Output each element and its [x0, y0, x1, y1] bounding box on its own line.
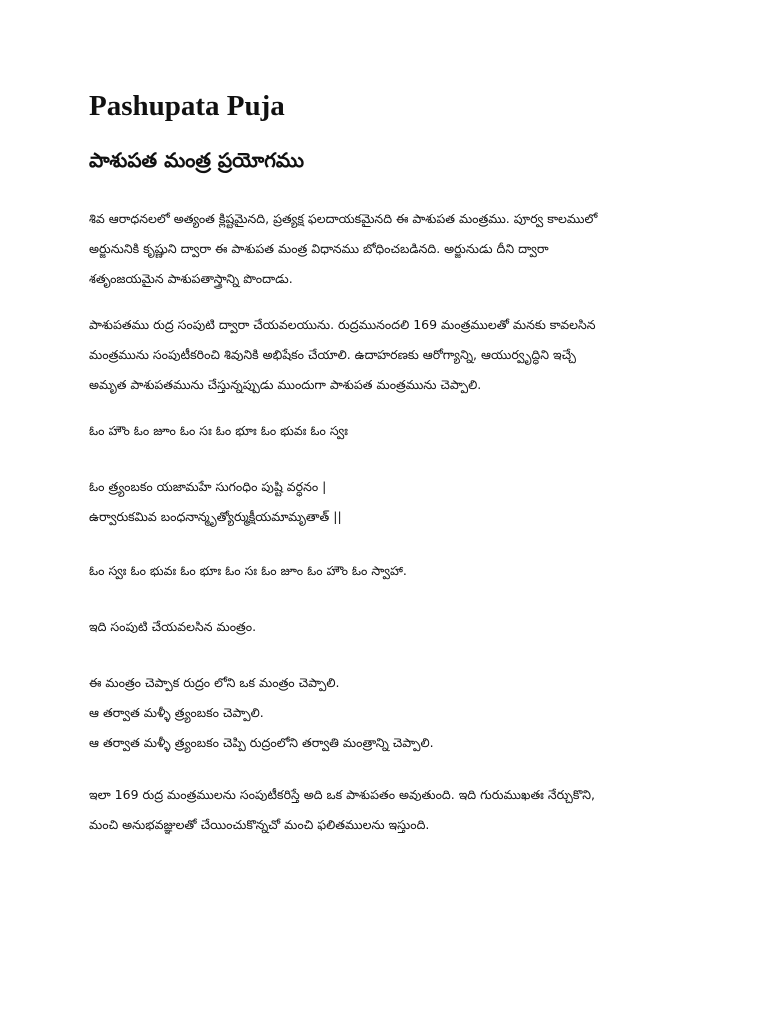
- paragraph-conclusion: [89, 780, 689, 840]
- paragraph-line: అమృత పాశుపతమును చేస్తున్నప్పుడు ముందుగా పాశుపత మంత్రమును చెప్పాలి.: [89, 377, 482, 392]
- paragraph-line: ఇలా 169 రుద్ర మంత్రములను సంపుటీకరిస్తే అది ఒక పాశుపతం అవుతుంది. ఇది గురుముఖతః నేర్చుకొని,: [89, 787, 595, 802]
- paragraph-line: మంచి అనుభవజ్ఞులతో చేయించుకొన్నచో మంచి ఫలితములను ఇస్తుంది.: [89, 817, 430, 832]
- mantra-opening: [89, 416, 689, 446]
- paragraph-line: ఆ తర్వాత మళ్ళీ త్ర్యంబకం చెప్పి రుద్రంలోని తర్వాతి మంత్రాన్ని చెప్పాలి.: [89, 735, 434, 750]
- document-page: [89, 88, 689, 840]
- mantra-line: ఓం స్వః ఓం భువః ఓం భూః ఓం సః ఓం జూం ఓం హౌం ఓం స్వాహా.: [89, 563, 407, 578]
- paragraph-line: ఆ తర్వాత మళ్ళీ త్ర్యంబకం చెప్పాలి.: [89, 705, 264, 720]
- paragraph-line: ఈ మంత్రం చెప్పాక రుద్రం లోని ఒక మంత్రం చెప్పాలి.: [89, 675, 340, 690]
- paragraph-note: [89, 612, 689, 642]
- mantra-line: ఓం త్ర్యంబకం యజామహే సుగంధిం పుష్టి వర్ధనం |: [89, 479, 327, 494]
- mantra-line: ఓం హౌం ఓం జూం ఓం సః ఓం భూః ఓం భువః ఓం స్వః: [89, 423, 348, 438]
- paragraph-steps: [89, 668, 689, 758]
- paragraph-line: మంత్రమును సంపుటీకరించి శివునికి అభిషేకం చేయాలి. ఉదాహరణకు ఆరోగ్యాన్ని, ఆయుర్వృద్ధిని ఇచ్చే: [89, 347, 576, 362]
- paragraph-method: [89, 310, 689, 400]
- paragraph-intro: [89, 204, 689, 294]
- paragraph-line: అర్జునునికి కృష్ణుని ద్వారా ఈ పాశుపత మంత్ర విధానము బోధించబడినది. అర్జునుడు దీని ద్వారా: [89, 241, 549, 256]
- paragraph-line: శతృంజయమైన పాశుపతాస్త్రాన్ని పొందాడు.: [89, 271, 293, 286]
- document-title: Pashupata Puja: [89, 90, 285, 122]
- paragraph-line: శివ ఆరాధనలలో అత్యంత క్లిష్టమైనది, ప్రత్యక్ష ఫలదాయకమైనది ఈ పాశుపత మంత్రము. పూర్వ కాలములో: [89, 211, 598, 226]
- mantra-tryambakam: [89, 472, 689, 532]
- mantra-closing: [89, 556, 689, 586]
- document-subtitle: పాశుపత మంత్ర ప్రయోగము: [89, 148, 305, 172]
- paragraph-line: ఇది సంపుటి చేయవలసిన మంత్రం.: [89, 619, 257, 634]
- paragraph-line: పాశుపతము రుద్ర సంపుటి ద్వారా చేయవలయును. రుద్రమునందలి 169 మంత్రములతో మనకు కావలసిన: [89, 317, 596, 332]
- mantra-line: ఉర్వారుకమివ బంధనాన్మృత్యోర్ముక్షీయమామృతాత్ ||: [89, 509, 342, 524]
